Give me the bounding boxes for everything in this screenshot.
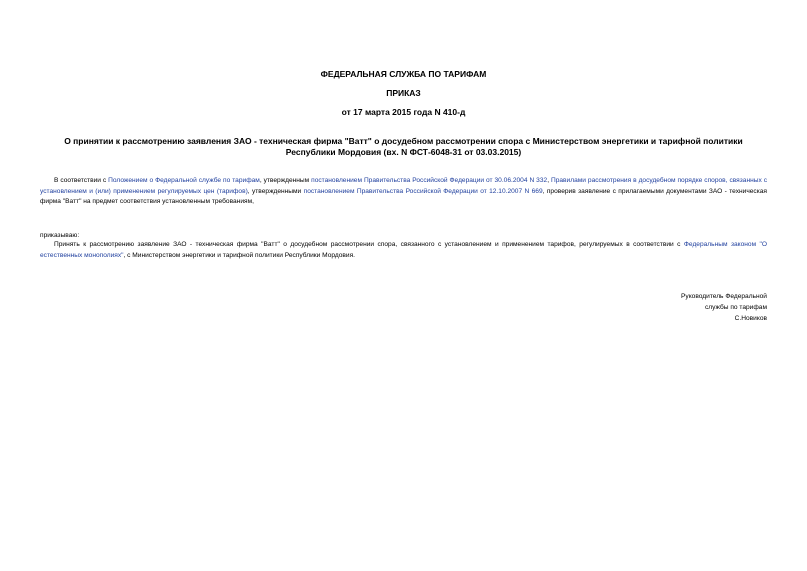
signature-name: С.Новиков (734, 315, 767, 322)
paragraph-order-word: приказываю: (40, 232, 80, 239)
signature-position-line-1: Руководитель Федеральной (681, 293, 767, 300)
preamble-text-2: , утвержденным (259, 177, 312, 184)
signature-block (681, 291, 767, 324)
document-type: ПРИКАЗ (386, 88, 421, 98)
decision-text-1: Принять к рассмотрению заявление ЗАО - техническая фирма "Ватт" о досудебном рассмотрении спора, связанного с установлением и применением тарифов, регулируемых в соответствии с (54, 241, 684, 248)
preamble-text-5: , проверив заявление с прилагаемыми документами ЗАО - техническая фирма "Ватт" на предмет соответствия установленным требованиям, (40, 187, 767, 205)
link-natural-monopolies-law[interactable]: Федеральным законом "О естественных монополиях" (40, 241, 768, 259)
paragraph-preamble (40, 176, 767, 208)
paragraph-decision (40, 240, 767, 261)
document-date-number: от 17 марта 2015 года N 410-д (341, 107, 466, 117)
preamble-text-4: , утвержденными (247, 187, 304, 195)
preamble-text-1: В соответствии с (54, 177, 109, 184)
link-fts-regulation[interactable]: Положением о Федеральной службе по тарифам (108, 177, 260, 184)
link-pretrial-rules[interactable]: Правилами рассмотрения в досудебном порядке споров, связанных с установлением и (или) применением регулируемых цен (тарифов) (40, 177, 768, 195)
document-subject: О принятии к рассмотрению заявления ЗАО - техническая фирма "Ватт" о досудебном рассмотрении спора с Министерством энергетики и тарифной политики Республики Мордовия (вх. N ФСТ-6048-31 от 03.03.2015) (64, 136, 743, 157)
preamble-text-3: , (547, 177, 551, 184)
agency-title: ФЕДЕРАЛЬНАЯ СЛУЖБА ПО ТАРИФАМ (320, 69, 487, 79)
link-government-decree-669[interactable]: постановлением Правительства Российской Федерации от 12.10.2007 N 669 (303, 187, 543, 195)
decision-text-2: , с Министерством энергетики и тарифной политики Республики Мордовия. (123, 251, 356, 259)
link-government-decree-332[interactable]: постановлением Правительства Российской Федерации от 30.06.2004 N 332 (311, 177, 548, 184)
signature-position-line-2: службы по тарифам (704, 304, 767, 311)
